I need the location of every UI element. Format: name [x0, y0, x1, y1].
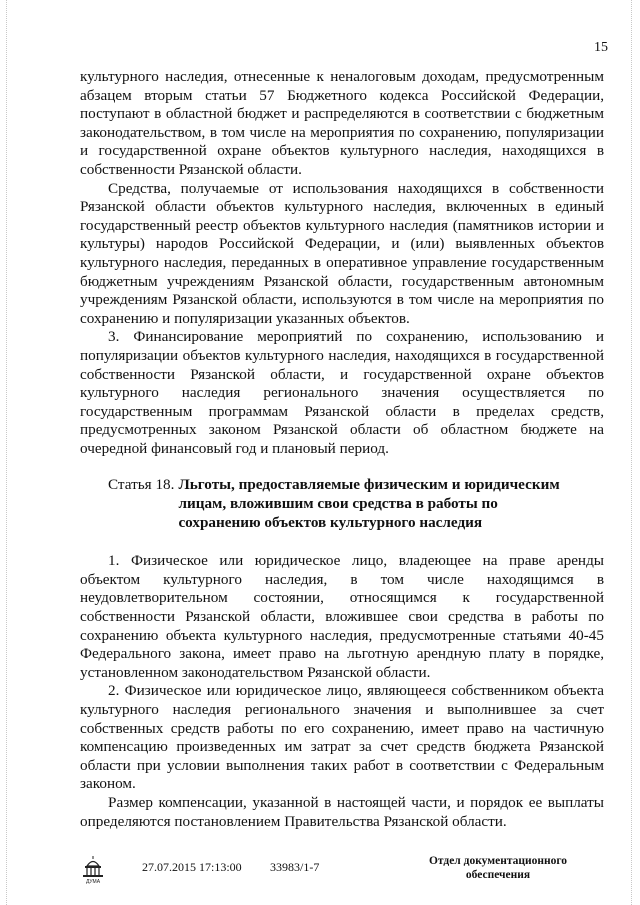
paragraph: 3. Финансирование мероприятий по сохранению, использованию и популяризации объектов культурного наследия, находящихся в государственной собственности Рязанской области, и государственной охране объектов культурного наследия регионального значения осуществляется по государственным программам Рязанской области в пределах средств, предусмотренных законом Рязанской области об областном бюджете на очередной финансовый год и плановый период. [80, 328, 604, 457]
document-body [80, 68, 604, 831]
paragraphs-top [80, 68, 604, 458]
article-heading [80, 476, 604, 532]
page-number: 15 [594, 40, 608, 55]
footer-reg-number: 33983/1-7 [270, 860, 320, 874]
paragraph: 2. Физическое или юридическое лицо, являющееся собственником объекта культурного наследия регионального значения и выполнившее за счет собственных средств работы по его сохранению, имеет право на частичную компенсацию произведенных им затрат за счет средств бюджета Рязанской области при условии выполнения таких работ в соответствии с Федеральным законом. [80, 682, 604, 793]
right-scan-edge [631, 0, 632, 905]
footer [0, 848, 640, 888]
article-title: Льготы, предоставляемые физическим и юридическим лицам, вложившим свои средства в работы по сохранению объектов культурного наследия [178, 476, 560, 531]
article-label: Статья 18. [108, 476, 175, 494]
paragraphs-bottom [80, 552, 604, 831]
paragraph: Средства, получаемые от использования находящихся в собственности Рязанской области объектов культурного наследия, включенных в единый государственный реестр объектов культурного наследия (памятников истории и культуры) народов Российской Федерации, и (или) выявленных объектов культурного наследия, переданных в оперативное управление государственным бюджетным учреждениям Рязанской области, государственным автономным учреждениям Рязанской области, используются в том числе на мероприятия по сохранению и популяризации указанных объектов. [80, 179, 604, 327]
paragraph: 1. Физическое или юридическое лицо, владеющее на праве аренды объектом культурного наследия, в том числе находящимся в неудовлетворительном состоянии, относящимся к государственной собственности Рязанской области, вложившее свои средства в работы по сохранению объекта культурного наследия, предусмотренные статьями 40-45 Федерального закона, имеет право на льготную арендную плату в порядке, установленном законодательством Рязанской области. [80, 552, 604, 681]
department-line-2: обеспечения [465, 869, 531, 881]
paragraph: культурного наследия, отнесенные к неналоговым доходам, предусмотренным абзацем вторым статьи 57 Бюджетного кодекса Российской Федерации, поступают в областной бюджет и распределяются в соответствии с бюджетным законодательством, в том числе на мероприятия по сохранению, популяризации и государственной охране объектов культурного наследия, находящихся в собственности Рязанской области. [80, 68, 604, 178]
paragraph: Размер компенсации, указанной в настоящей части, и порядок ее выплаты определяются постановлением Правительства Рязанской области. [80, 793, 604, 830]
duma-building-icon [80, 854, 106, 884]
left-scan-edge [6, 0, 7, 905]
logo-text: ДУМА [85, 879, 101, 884]
footer-datetime: 27.07.2015 17:13:00 [142, 860, 242, 874]
footer-department [418, 854, 578, 882]
department-line-1: Отдел документационного [428, 855, 568, 867]
